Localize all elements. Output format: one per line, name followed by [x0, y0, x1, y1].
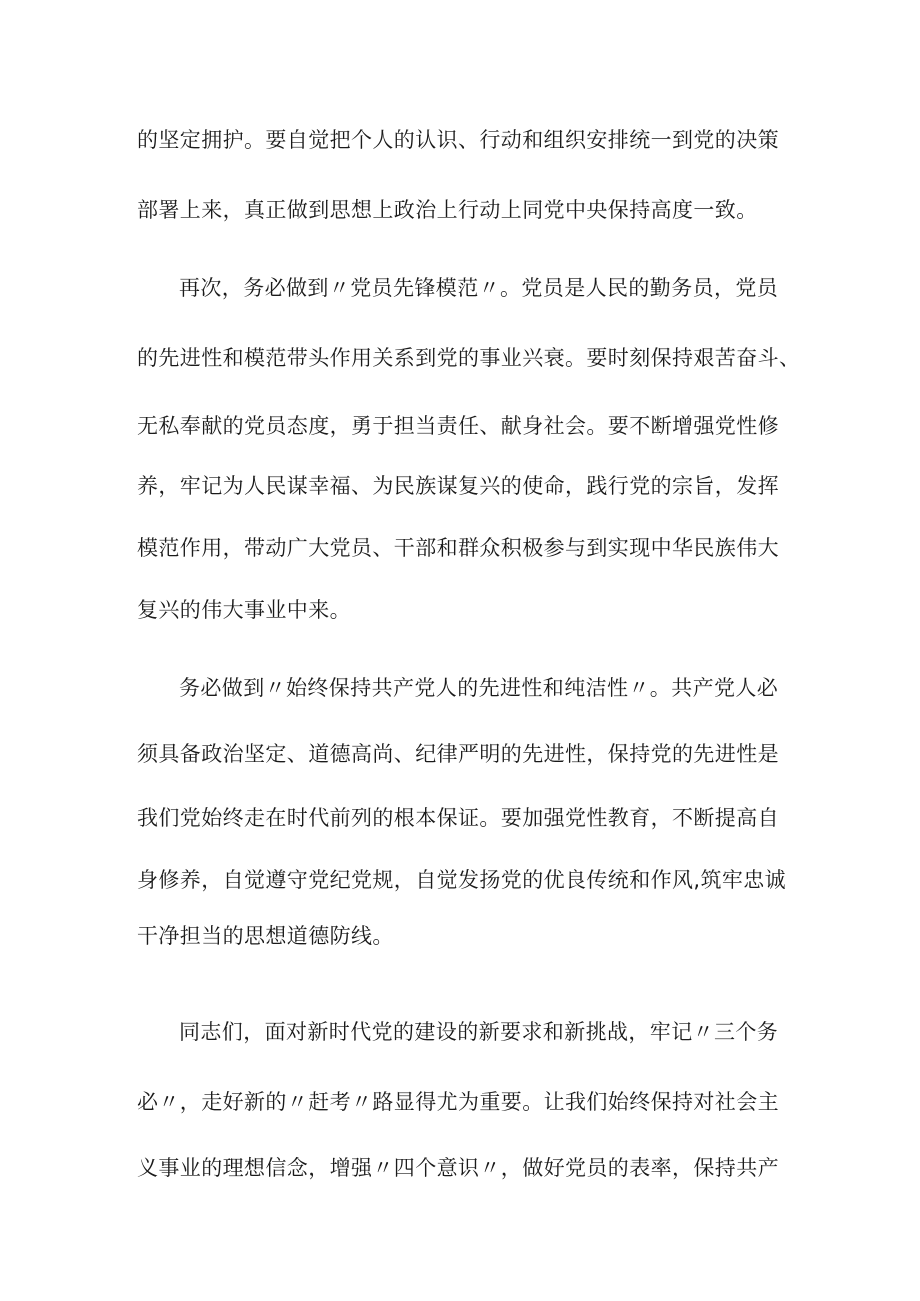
text-line: 养，牢记为人民谋幸福、为民族谋复兴的使命，践行党的宗旨，发挥: [137, 474, 779, 498]
text-line: 须具备政治坚定、道德高尚、纪律严明的先进性，保持党的先进性是: [137, 742, 779, 766]
paragraph-first-line: 务必做到〃始终保持共产党人的先进性和纯洁性〃。共产党人必: [179, 676, 779, 700]
text-line: 干净担当的思想道德防线。: [137, 924, 394, 948]
paragraph-first-line: 同志们，面对新时代党的建设的新要求和新挑战，牢记〃三个务: [179, 1020, 779, 1044]
text-line: 的坚定拥护。要自觉把个人的认识、行动和组织安排统一到党的决策: [137, 128, 779, 152]
paragraph-first-line: 再次，务必做到〃党员先锋模范〃。党员是人民的勤务员，党员: [179, 276, 779, 300]
text-line: 部署上来，真正做到思想上政治上行动上同党中央保持高度一致。: [137, 198, 758, 222]
text-line: 模范作用，带动广大党员、干部和群众积极参与到实现中华民族伟大: [137, 536, 779, 560]
text-line: 义事业的理想信念，增强〃四个意识〃，做好党员的表率，保持共产: [137, 1156, 779, 1180]
text-line: 我们党始终走在时代前列的根本保证。要加强党性教育，不断提高自: [137, 806, 779, 830]
text-line: 的先进性和模范带头作用关系到党的事业兴衰。要时刻保持艰苦奋斗、: [137, 346, 801, 370]
text-line: 复兴的伟大事业中来。: [137, 598, 351, 622]
text-line: 无私奉献的党员态度，勇于担当责任、献身社会。要不断增强党性修: [137, 414, 779, 438]
text-line: 身修养，自觉遵守党纪党规，自觉发扬党的优良传统和作风,筑牢忠诚: [137, 868, 787, 892]
text-line: 必〃，走好新的〃赶考〃路显得尤为重要。让我们始终保持对社会主: [137, 1090, 779, 1114]
